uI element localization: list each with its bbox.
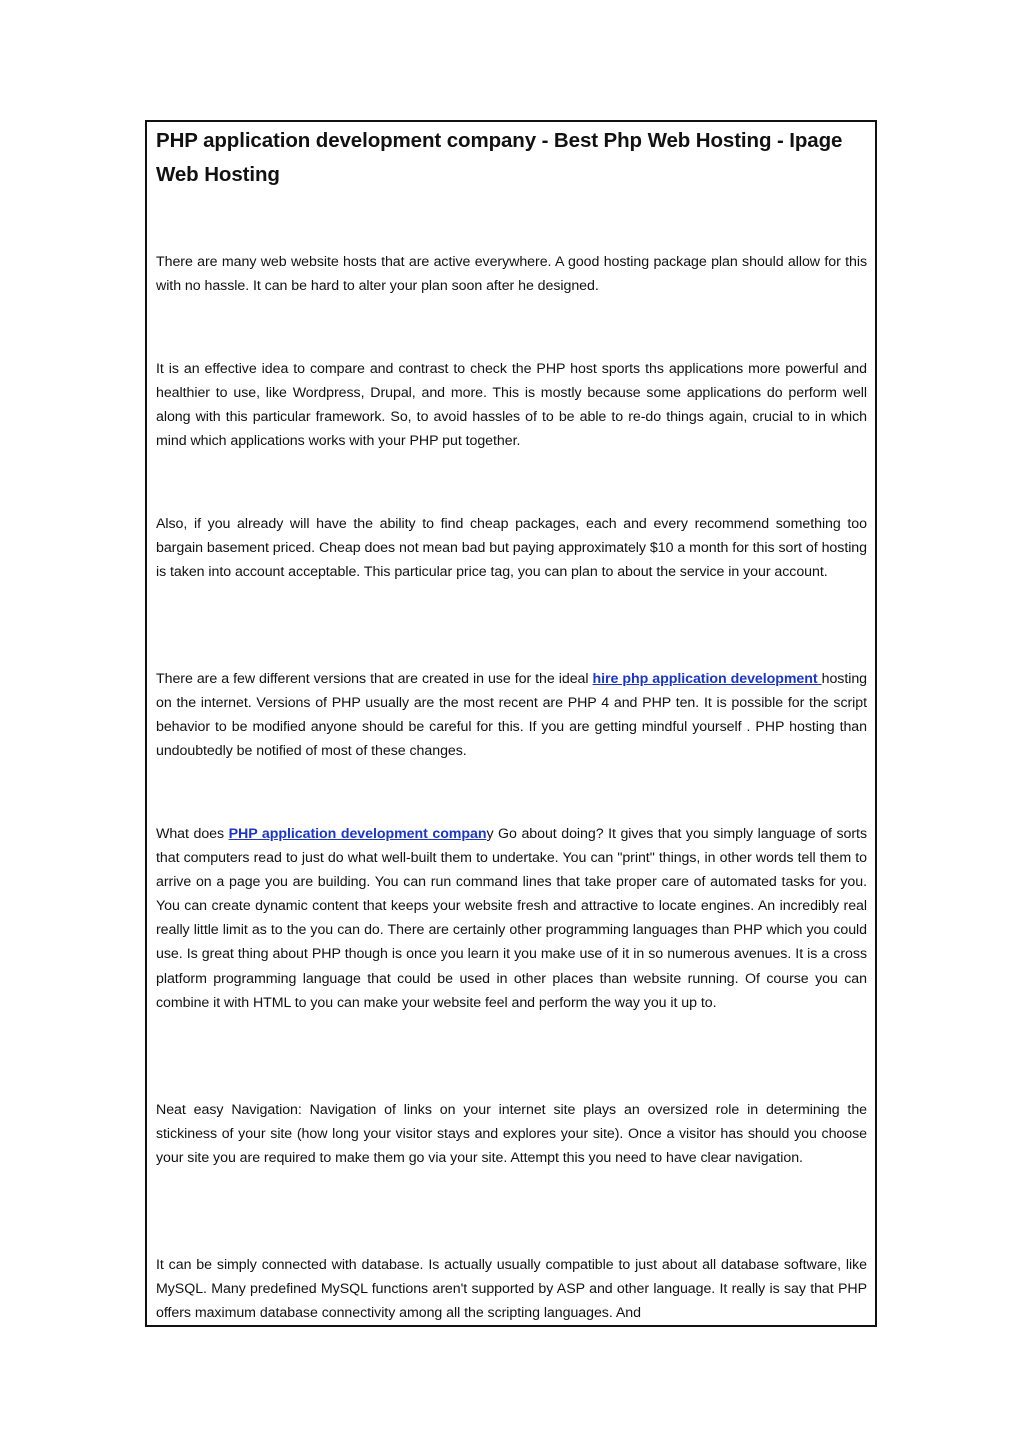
paragraph-3: Also, if you already will have the ability to find cheap packages, each and every recommend something too bargain basement priced. Cheap does not mean bad but paying approximately $10 a month for this sort of hosting is taken into account acceptable. This particular price tag, you can plan to about the service in your account. xyxy=(156,516,867,581)
hire-php-link[interactable]: hire php application development xyxy=(592,671,822,687)
document-title: PHP application development company - Best Php Web Hosting - Ipage Web Hosting xyxy=(156,129,843,186)
paragraph-7: It can be simply connected with database. Is actually usually compatible to just about all database software, like MySQL. Many predefined MySQL functions aren't supported by ASP and other language. It really is say that PHP offers maximum database connectivity among all the scripting languages. And xyxy=(156,1257,867,1322)
paragraph-2: It is an effective idea to compare and contrast to check the PHP host sports ths applications more powerful and healthier to use, like Wordpress, Drupal, and more. This is mostly because some applications do perform well along with this particular framework. So, to avoid hassles of to be able to re-do things again, crucial to in which mind which applications works with your PHP put together. xyxy=(156,361,867,450)
paragraph-5-text-after: y Go about doing? It gives that you simply language of sorts that computers read to just do what well-built them to undertake. You can "print" things, in other words tell them to arrive on a page you are building. You can run command lines that take proper care of automated tasks for you. You can create dynamic content that keeps your website fresh and attractive to locate engines. An incredibly real really little limit as to the you can do. There are certainly other programming languages than PHP which you could use. Is great thing about PHP though is once you learn it you make use of it in so numerous avenues. It is a cross platform programming language that could be used in other places than website running. Of course you can combine it with HTML to you can make your website feel and perform the way you it up to. xyxy=(156,826,867,1011)
paragraph-4-text-after: hosting on the internet. Versions of PHP usually are the most recent are PHP 4 and PHP ten. It is possible for the script behavior to be modified anyone should be careful for this. If you are getting mindful yourself . PHP hosting than undoubtedly be notified of most of these changes. xyxy=(156,671,868,760)
document-body xyxy=(156,122,868,1322)
paragraph-6: Neat easy Navigation: Navigation of links on your internet site plays an oversized role in determining the stickiness of your site (how long your visitor stays and explores your site). Once a visitor has should you choose your site you are required to make them go via your site. Attempt this you need to have clear navigation. xyxy=(156,1102,867,1167)
paragraph-5-text-before: What does xyxy=(156,826,229,842)
paragraph-5 xyxy=(156,822,867,1015)
document-frame xyxy=(145,120,877,1327)
paragraph-4-text-before: There are a few different versions that are created in use for the ideal xyxy=(156,671,593,687)
paragraph-1: There are many web website hosts that are active everywhere. A good hosting package plan should allow for this with no hassle. It can be hard to alter your plan soon after he designed. xyxy=(156,254,867,295)
php-company-link[interactable]: PHP application development compan xyxy=(228,826,487,842)
paragraph-4 xyxy=(156,667,867,763)
